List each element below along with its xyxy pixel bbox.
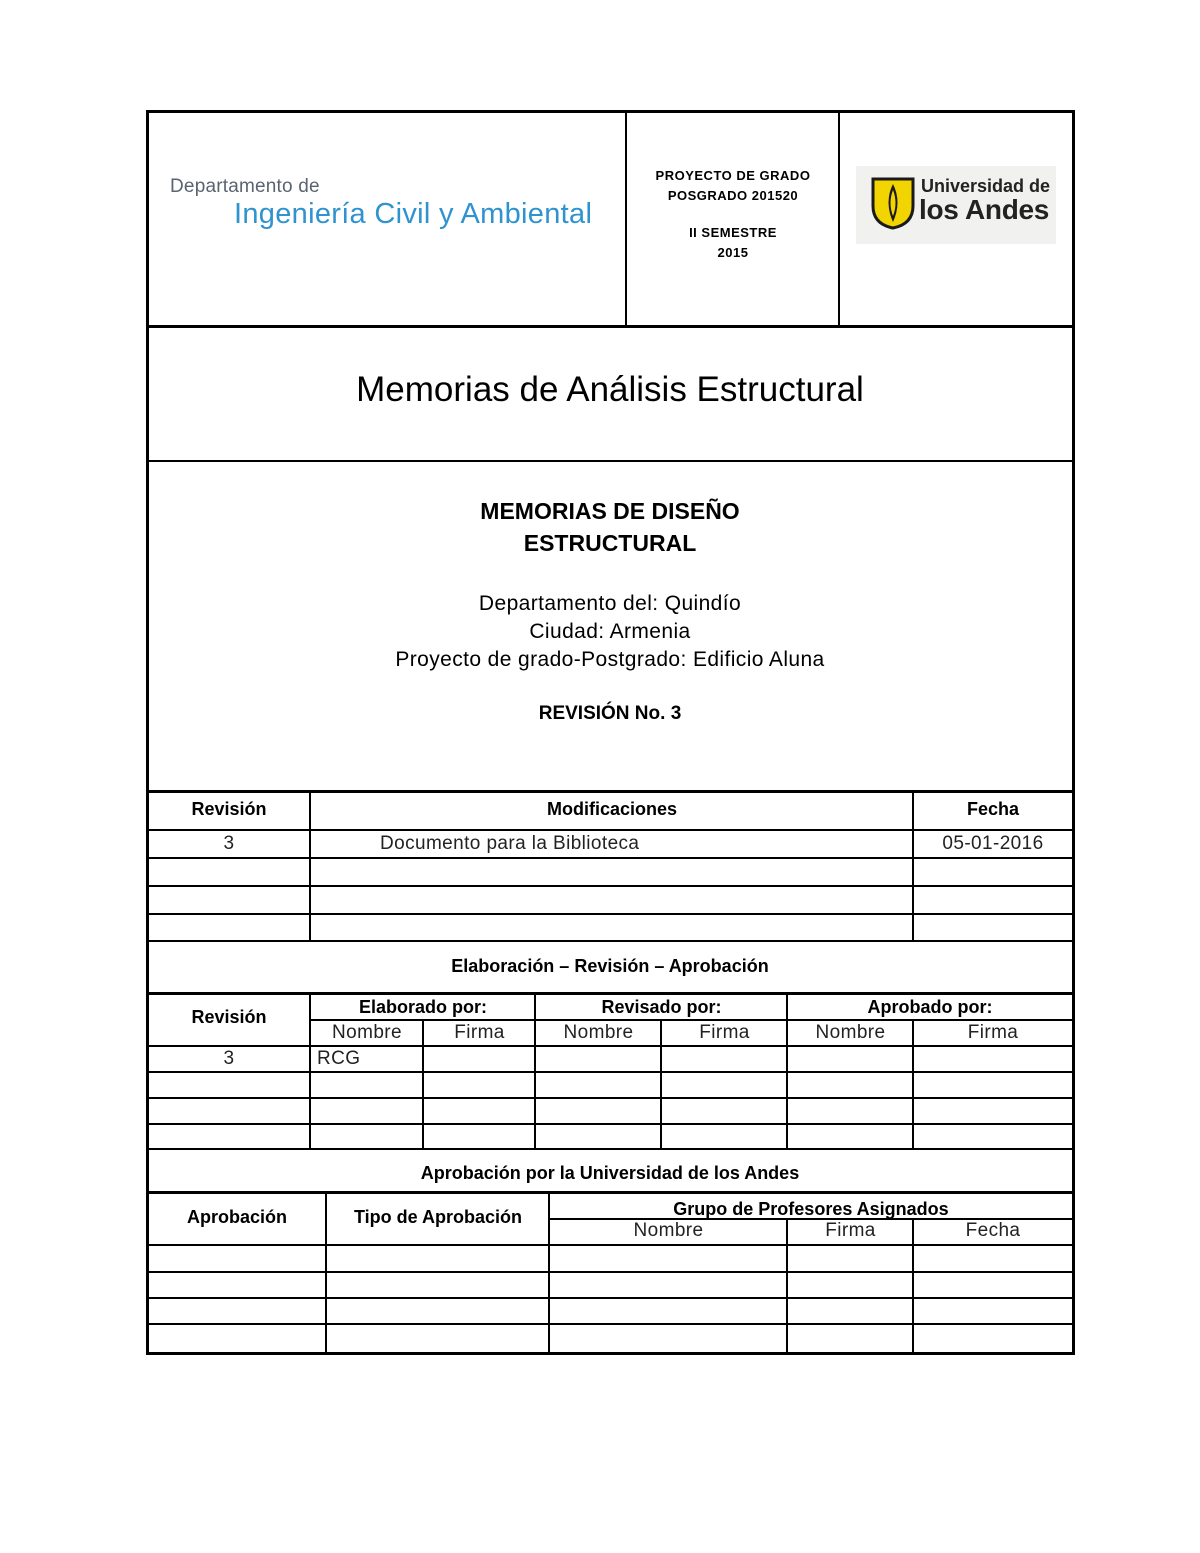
project-line-1: PROYECTO DE GRADO	[655, 168, 811, 183]
subtitle-line-2: ESTRUCTURAL	[523, 530, 697, 556]
rev-row1-revision: 3	[223, 833, 235, 854]
uni-table-line	[148, 1271, 1072, 1273]
elaborated-name-header: Nombre	[332, 1022, 402, 1043]
header-divider-1	[625, 112, 627, 326]
uni-table-line	[148, 1244, 1072, 1246]
elaborated-signature-header: Firma	[454, 1022, 505, 1043]
department-name: Ingeniería Civil y Ambiental	[234, 198, 593, 230]
university-shield-icon	[870, 176, 916, 230]
uni-table-line	[148, 1297, 1072, 1299]
rev-table-line	[148, 885, 1072, 887]
info-project: Proyecto de grado-Postgrado: Edificio Aluna	[395, 648, 825, 671]
title-bottom-line	[148, 460, 1072, 462]
uni-header-date: Fecha	[965, 1220, 1021, 1241]
semester-line-2: 2015	[717, 245, 749, 260]
uni-header-professors-group: Grupo de Profesores Asignados	[673, 1199, 949, 1219]
approval-row1-revision: 3	[223, 1048, 235, 1069]
approval-table-bottom	[148, 1148, 1072, 1150]
approved-signature-header: Firma	[967, 1022, 1019, 1043]
department-label: Departamento de	[170, 176, 320, 197]
university-name-line-1: Universidad de	[921, 176, 1051, 196]
approval-row1-elaborated-name: RCG	[317, 1048, 361, 1069]
approval-table-line	[148, 1097, 1072, 1099]
subtitle-line-1: MEMORIAS DE DISEÑO	[480, 498, 740, 524]
rev-row1-date: 05-01-2016	[942, 833, 1044, 854]
info-city: Ciudad: Armenia	[529, 620, 691, 643]
approval-header-revision: Revisión	[191, 1007, 267, 1027]
semester-line-1: II SEMESTRE	[689, 225, 777, 240]
header-bottom-line	[148, 325, 1072, 328]
approved-name-header: Nombre	[815, 1022, 886, 1043]
rev-row1-modifications: Documento para la Biblioteca	[380, 833, 640, 854]
rev-header-date: Fecha	[966, 799, 1020, 819]
approval-table-line	[148, 1071, 1072, 1073]
uni-header-approval: Aprobación	[186, 1207, 287, 1227]
info-department: Departamento del: Quindío	[478, 592, 742, 615]
reviewed-signature-header: Firma	[699, 1022, 750, 1043]
header-divider-2	[838, 112, 840, 326]
approval-table-top	[148, 992, 1072, 995]
uni-header-approval-type: Tipo de Aprobación	[353, 1207, 522, 1227]
approval-table-line	[148, 1123, 1072, 1125]
rev-header-modifications: Modificaciones	[546, 799, 678, 819]
rev-table-line	[148, 913, 1072, 915]
rev-table-line	[148, 857, 1072, 859]
document-title: Memorias de Análisis Estructural	[356, 370, 864, 409]
uni-table-top	[148, 1191, 1072, 1194]
university-name-line-2: los Andes	[919, 194, 1050, 225]
uni-header-name: Nombre	[633, 1220, 704, 1241]
rev-header-revision: Revisión	[191, 799, 267, 819]
revision-number: REVISIÓN No. 3	[538, 703, 682, 724]
approval-table-line	[148, 1045, 1072, 1047]
rev-table-bottom	[148, 940, 1072, 942]
rev-table-top	[148, 790, 1072, 793]
project-line-2: POSGRADO 201520	[667, 188, 799, 203]
uni-table-line	[148, 1323, 1072, 1325]
uni-header-signature: Firma	[825, 1220, 876, 1241]
rev-table-line	[148, 829, 1072, 831]
elaborated-by-header: Elaborado por:	[358, 997, 487, 1017]
university-approval-title: Aprobación por la Universidad de los Andes	[420, 1163, 800, 1183]
reviewed-by-header: Revisado por:	[601, 997, 722, 1017]
reviewed-name-header: Nombre	[563, 1022, 634, 1043]
approval-section-title: Elaboración – Revisión – Aprobación	[451, 956, 769, 976]
approved-by-header: Aprobado por:	[867, 997, 993, 1017]
approval-subheader-line	[311, 1019, 1072, 1021]
